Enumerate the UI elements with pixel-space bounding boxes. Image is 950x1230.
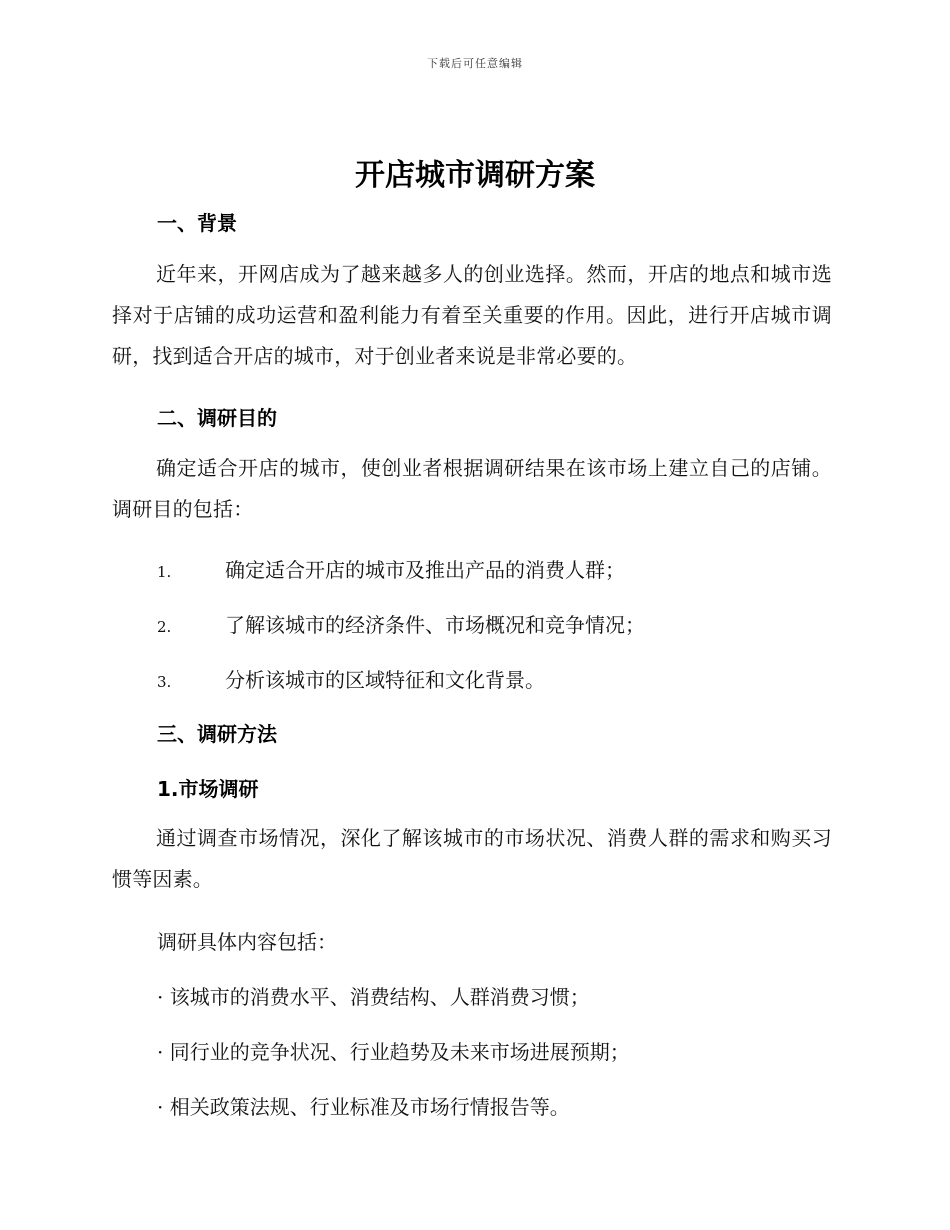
paragraph-purpose: 确定适合开店的城市，使创业者根据调研结果在该市场上建立自己的店铺。调研目的包括：: [112, 456, 832, 521]
list-item: [157, 554, 625, 583]
header-note: 下载后可任意编辑: [427, 57, 523, 70]
paragraph-background: 近年来，开网店成为了越来越多人的创业选择。然而，开店的地点和城市选择对于店铺的成功运营和盈利能力有着至关重要的作用。因此，进行开店城市调研，找到适合开店的城市，对于创业者来说是非常必要的。: [112, 262, 832, 368]
list-item-text: 确定适合开店的城市及推出产品的消费人群；: [225, 558, 625, 582]
list-item: [157, 664, 545, 693]
list-item-number: 2.: [157, 618, 172, 636]
document-title: 开店城市调研方案: [355, 158, 595, 193]
content-intro: 调研具体内容包括：: [157, 930, 337, 954]
paragraph-method: 通过调查市场情况，深化了解该城市的市场状况、消费人群的需求和购买习惯等因素。: [112, 826, 832, 891]
section-heading-method: 三、调研方法: [157, 722, 277, 746]
list-item-text: 分析该城市的区域特征和文化背景。: [225, 668, 545, 692]
list-item-text: 了解该城市的经济条件、市场概况和竞争情况；: [225, 613, 645, 637]
section-heading-background: 一、背景: [157, 211, 237, 235]
section-heading-purpose: 二、调研目的: [157, 406, 277, 430]
bullet-item: · 同行业的竞争状况、行业趋势及未来市场进展预期；: [157, 1040, 630, 1064]
bullet-item: · 相关政策法规、行业标准及市场行情报告等。: [157, 1095, 570, 1119]
list-item: [157, 609, 645, 638]
list-item-number: 1.: [157, 563, 172, 581]
sub-heading-market-research: 1.市场调研: [157, 777, 259, 801]
list-item-number: 3.: [157, 673, 172, 691]
bullet-item: · 该城市的消费水平、消费结构、人群消费习惯；: [157, 985, 590, 1009]
